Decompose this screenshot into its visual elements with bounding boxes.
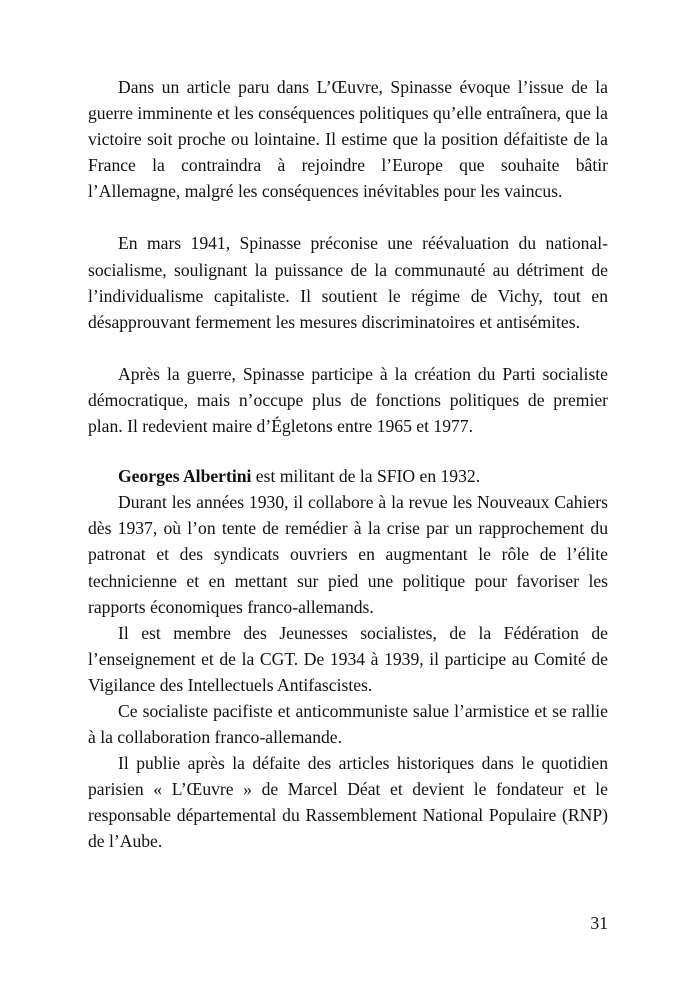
paragraph-spinasse-1941: En mars 1941, Spinasse préconise une réévaluation du national-socialisme, soulignant la puissance de la communauté au détriment de l’individualisme capitaliste. Il soutient le régime de Vichy, tout en désapprouvant fermement les mesures discriminatoires et antisémites. xyxy=(88,233,608,332)
page-number: 31 xyxy=(590,913,608,933)
paragraph-albertini-annees-1930: Durant les années 1930, il collabore à la revue les Nouveaux Cahiers dès 1937, où l’on tente de remédier à la crise par un rapprochement du patronat et des syndicats ouvriers en augmentant le rôle de l’élite technicienne et en mettant sur pied une politique pour favoriser les rapports économiques franco-allemands. xyxy=(88,492,608,617)
paragraph-albertini-intro xyxy=(88,463,608,489)
albertini-intro-text: est militant de la SFIO en 1932. xyxy=(251,466,481,487)
paragraph-albertini-publications: Il publie après la défaite des articles historiques dans le quotidien parisien « L’Œuvre » de Marcel Déat et devient le fondateur et le responsable départemental du Rassemblement National Populaire (RNP) de l’Aube. xyxy=(88,753,608,852)
albertini-name: Georges Albertini xyxy=(118,466,252,487)
paragraph-albertini-armistice: Ce socialiste pacifiste et anticommuniste salue l’armistice et se rallie à la collaboration franco-allemande. xyxy=(88,700,608,748)
paragraph-spinasse-oeuvre: Dans un article paru dans L’Œuvre, Spinasse évoque l’issue de la guerre imminente et les conséquences politiques qu’elle entraînera, que la victoire soit proche ou lointaine. Il estime que la position défaitiste de la France la contraindra à rejoindre l’Europe que souhaite bâtir l’Allemagne, malgré les conséquences inévitables pour les vaincus. xyxy=(88,77,608,202)
paragraph-albertini-membre: Il est membre des Jeunesses socialistes, de la Fédération de l’enseignement et de la CGT. De 1934 à 1939, il participe au Comité de Vigilance des Intellectuels Antifascistes. xyxy=(88,622,608,695)
page-body-text xyxy=(88,74,608,855)
paragraph-spinasse-apres-guerre: Après la guerre, Spinasse participe à la création du Parti socialiste démocratique, mais n’occupe plus de fonctions politiques de premier plan. Il redevient maire d’Égletons entre 1965 et 1977. xyxy=(88,363,608,437)
